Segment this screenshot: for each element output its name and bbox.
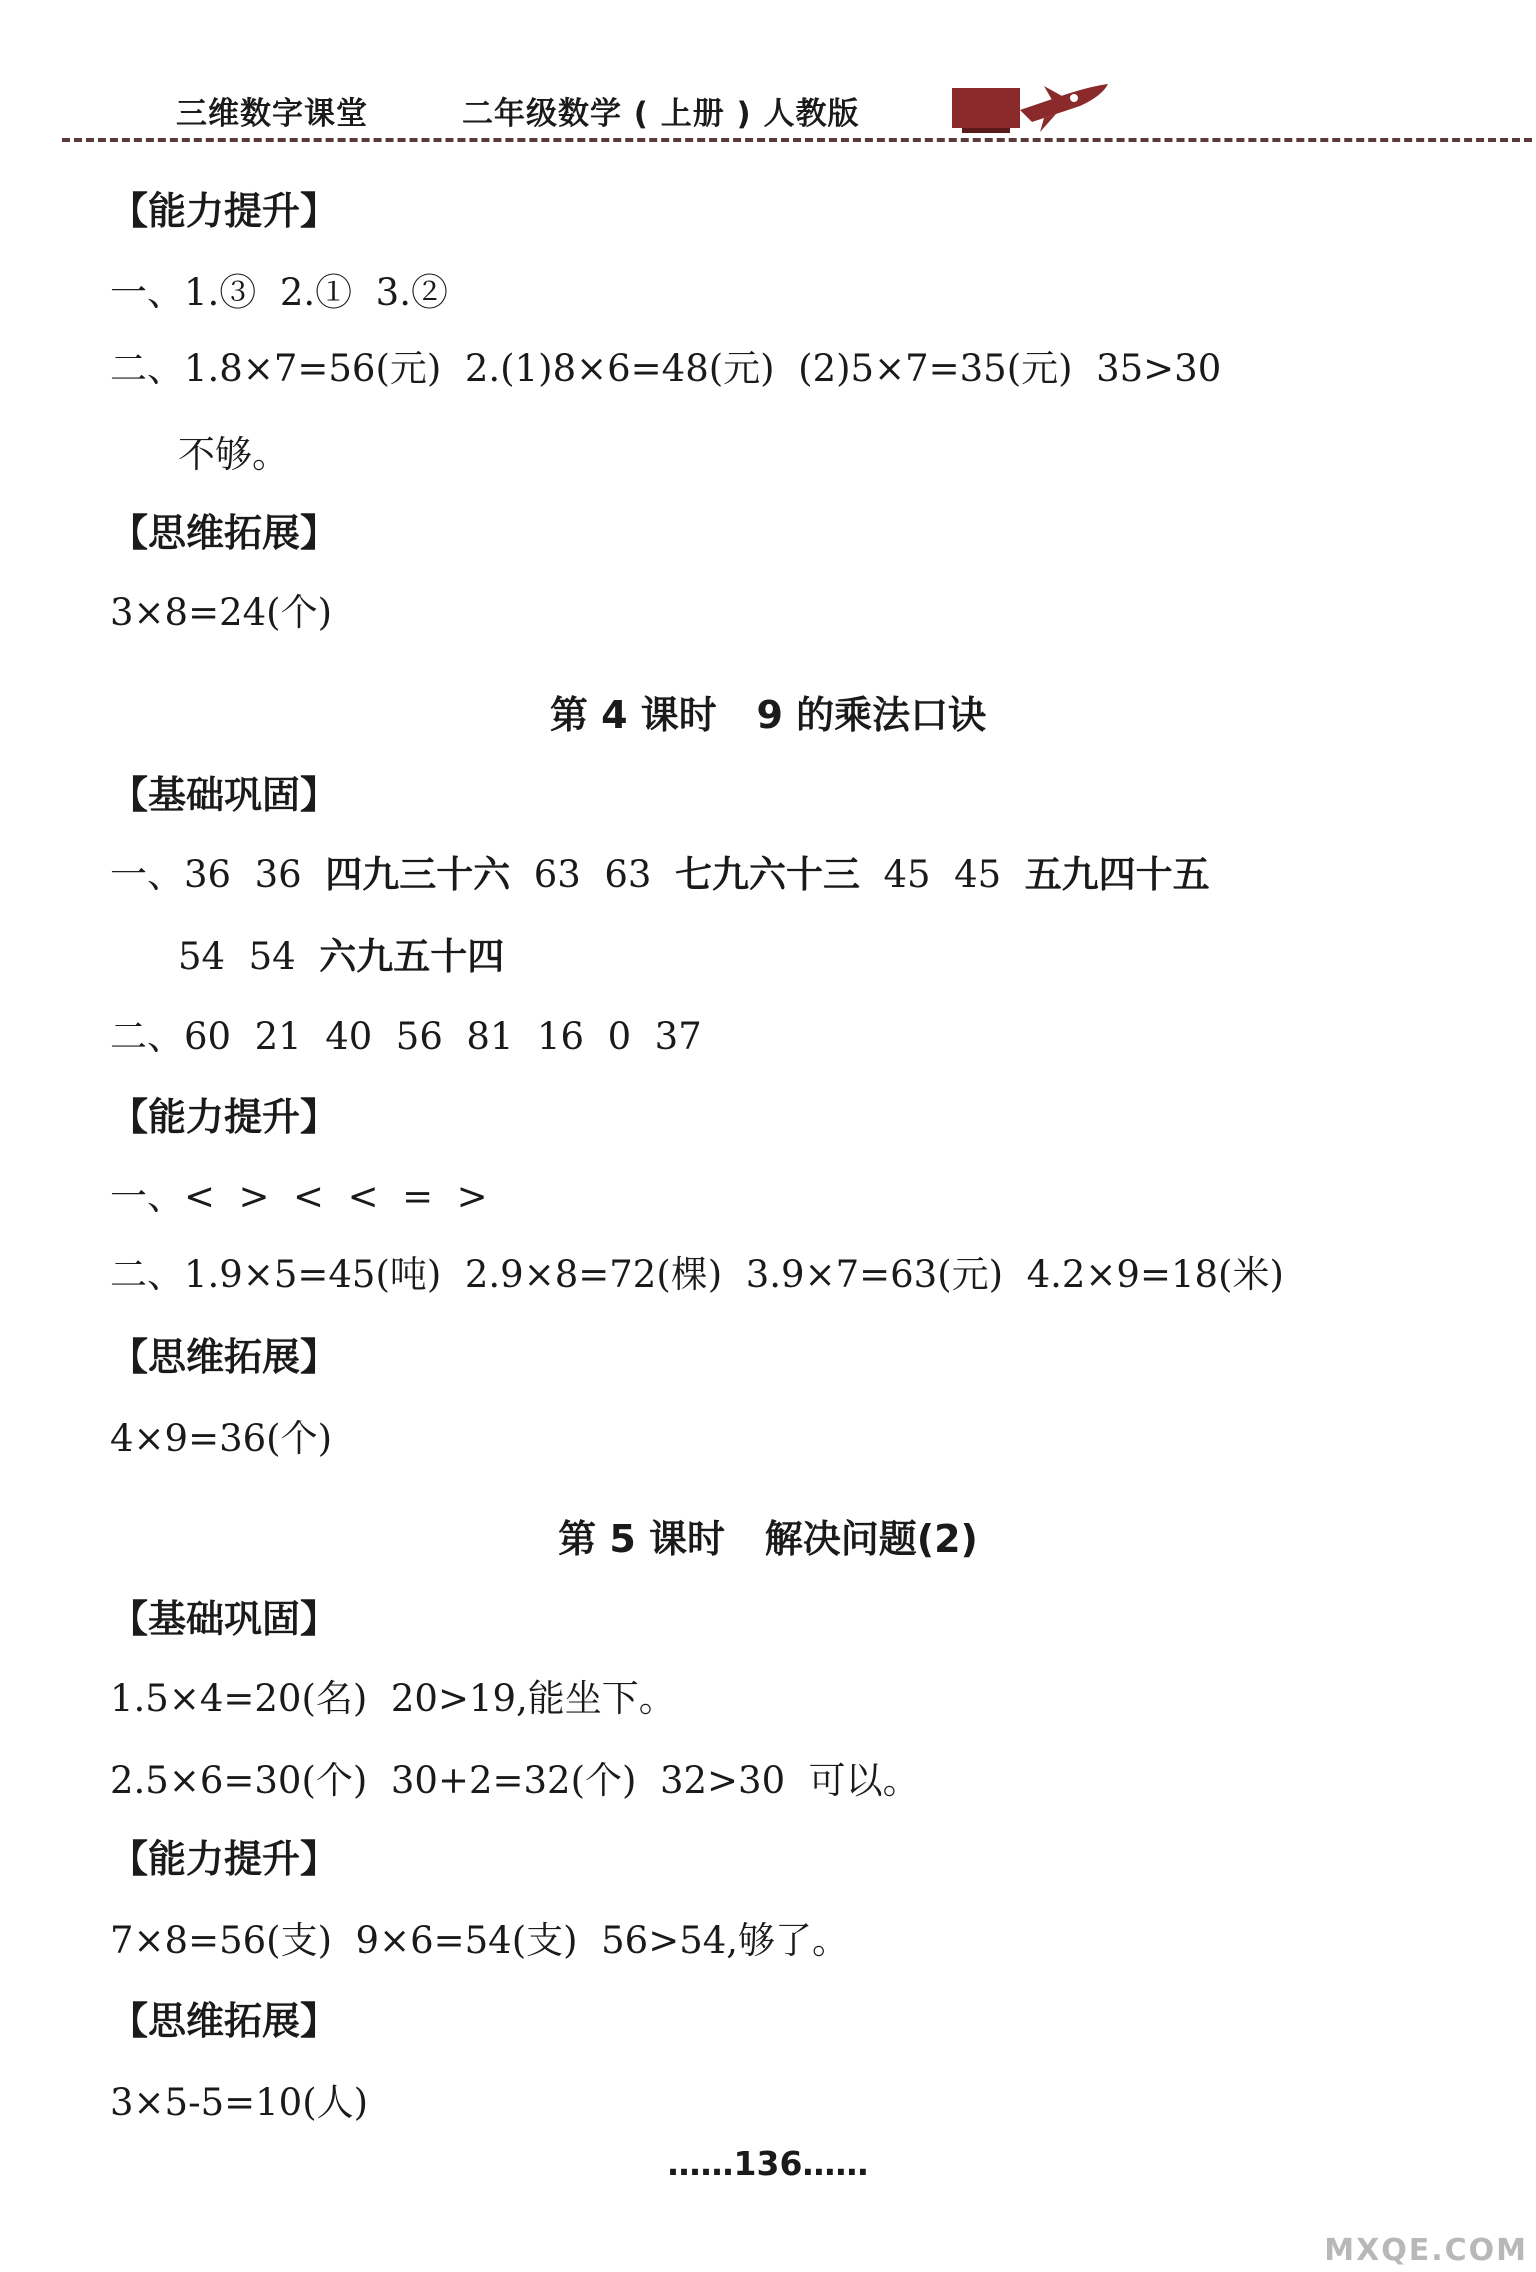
answer-line: 54 54 六九五十四 (178, 934, 505, 978)
series-title: 三维数字课堂 (176, 96, 368, 132)
answer-line: 7×8=56(支) 9×6=54(支) 56>54,够了。 (110, 1919, 850, 1962)
section-thinking: 【思维拓展】 (110, 1335, 339, 1379)
watermark: MXQE.COM (1324, 2233, 1528, 2268)
answer-line: 1.5×4=20(名) 20>19,能坐下。 (110, 1677, 676, 1720)
lesson-title: 第 5 课时 解决问题(2) (558, 1517, 978, 1561)
answer-line: 一、1.③ 2.① 3.② (110, 271, 448, 314)
answer-line: 一、< > < < = > (110, 1175, 488, 1218)
section-ability: 【能力提升】 (110, 189, 339, 233)
answer-line: 3×5-5=10(人) (110, 2081, 369, 2124)
lesson-title: 第 4 课时 9 的乘法口诀 (549, 693, 987, 737)
answer-line: 3×8=24(个) (110, 591, 333, 634)
answer-line: 一、36 36 四九三十六 63 63 七九六十三 45 45 五九四十五 (110, 852, 1210, 896)
book-title: 二年级数学 ( 上册 ) 人教版 (462, 96, 860, 132)
page-number: ……136…… (667, 2144, 869, 2183)
answer-line: 二、1.8×7=56(元) 2.(1)8×6=48(元) (2)5×7=35(元) 35>30 (110, 347, 1222, 390)
answer-line: 2.5×6=30(个) 30+2=32(个) 32>30 可以。 (110, 1759, 920, 1802)
page-header (0, 0, 1536, 160)
header-divider (62, 138, 1532, 142)
section-thinking: 【思维拓展】 (110, 511, 339, 555)
section-basic: 【基础巩固】 (110, 1597, 339, 1641)
section-basic: 【基础巩固】 (110, 773, 339, 817)
answer-line: 4×9=36(个) (110, 1417, 333, 1460)
section-ability: 【能力提升】 (110, 1095, 339, 1139)
answer-line: 二、1.9×5=45(吨) 2.9×8=72(棵) 3.9×7=63(元) 4.2×9=18(米) (110, 1253, 1284, 1296)
answer-line: 不够。 (178, 433, 289, 476)
rocket-icon (952, 80, 1112, 136)
answer-line: 二、60 21 40 56 81 16 0 37 (110, 1015, 702, 1058)
section-thinking: 【思维拓展】 (110, 1999, 339, 2043)
section-ability: 【能力提升】 (110, 1837, 339, 1881)
